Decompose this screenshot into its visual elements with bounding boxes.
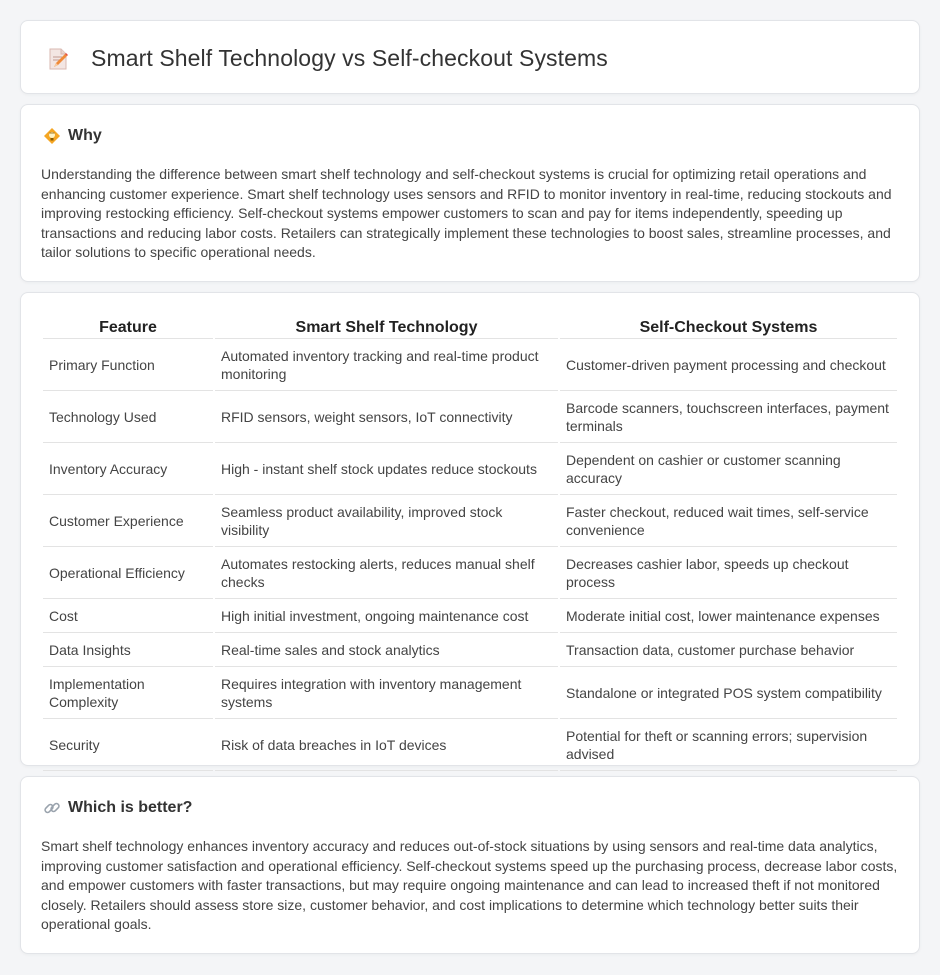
feature-cell: Cost (43, 601, 213, 633)
self-checkout-cell: Moderate initial cost, lower maintenance expenses (560, 601, 897, 633)
comparison-table (41, 315, 899, 773)
smart-shelf-cell: Automated inventory tracking and real-time product monitoring (215, 341, 558, 391)
title-card (20, 20, 920, 94)
column-header-smart-shelf: Smart Shelf Technology (215, 317, 558, 339)
self-checkout-cell: Customer-driven payment processing and checkout (560, 341, 897, 391)
table-row (43, 393, 897, 443)
comparison-card (20, 292, 920, 766)
which-better-paragraph: Smart shelf technology enhances inventory accuracy and reduces out-of-stock situations by using sensors and real-time data analytics, improving customer satisfaction and operational efficiency. Self-checkout systems speed up the purchasing process, decrease labor costs, and empower customers with faster transactions, but may require ongoing maintenance and can lead to increased theft if not monitored closely. Retailers should assess store size, customer behavior, and cost implications to determine which technology better suits their operational goals. (41, 838, 898, 933)
document-pencil-icon (45, 46, 71, 72)
why-paragraph: Understanding the difference between smart shelf technology and self-checkout systems is crucial for optimizing retail operations and enhancing customer experience. Smart shelf technology uses sensors and RFID to monitor inventory in real-time, reducing stockouts and improving restocking efficiency. Self-checkout systems empower customers to scan and pay for items independently, speeding up transactions and reducing labor costs. Retailers can strategically implement these technologies to boost sales, streamline processes, and tailor solutions to specific operational needs. (41, 166, 892, 261)
feature-cell: Implementation Complexity (43, 669, 213, 719)
self-checkout-cell: Transaction data, customer purchase behavior (560, 635, 897, 667)
which-better-card (20, 776, 920, 954)
which-better-heading: Which is better? (68, 799, 193, 816)
table-row (43, 635, 897, 667)
self-checkout-cell: Potential for theft or scanning errors; supervision advised (560, 721, 897, 771)
self-checkout-cell: Barcode scanners, touchscreen interfaces, payment terminals (560, 393, 897, 443)
table-row (43, 669, 897, 719)
smart-shelf-cell: High - instant shelf stock updates reduce stockouts (215, 445, 558, 495)
page-title: Smart Shelf Technology vs Self-checkout Systems (91, 45, 608, 71)
smart-shelf-cell: Automates restocking alerts, reduces manual shelf checks (215, 549, 558, 599)
table-header-row (43, 317, 897, 339)
smart-shelf-cell: Requires integration with inventory management systems (215, 669, 558, 719)
table-row (43, 445, 897, 495)
table-row (43, 721, 897, 771)
feature-cell: Inventory Accuracy (43, 445, 213, 495)
feature-cell: Customer Experience (43, 497, 213, 547)
column-header-feature: Feature (43, 317, 213, 339)
self-checkout-cell: Decreases cashier labor, speeds up checkout process (560, 549, 897, 599)
link-icon (43, 799, 61, 817)
feature-cell: Technology Used (43, 393, 213, 443)
feature-cell: Primary Function (43, 341, 213, 391)
table-row (43, 341, 897, 391)
lightbulb-icon (43, 127, 61, 145)
why-heading: Why (68, 127, 102, 144)
table-row (43, 549, 897, 599)
smart-shelf-cell: Risk of data breaches in IoT devices (215, 721, 558, 771)
self-checkout-cell: Standalone or integrated POS system compatibility (560, 669, 897, 719)
smart-shelf-cell: Seamless product availability, improved stock visibility (215, 497, 558, 547)
smart-shelf-cell: High initial investment, ongoing maintenance cost (215, 601, 558, 633)
smart-shelf-cell: RFID sensors, weight sensors, IoT connectivity (215, 393, 558, 443)
why-card (20, 104, 920, 282)
feature-cell: Operational Efficiency (43, 549, 213, 599)
smart-shelf-cell: Real-time sales and stock analytics (215, 635, 558, 667)
table-row (43, 601, 897, 633)
feature-cell: Data Insights (43, 635, 213, 667)
table-row (43, 497, 897, 547)
self-checkout-cell: Faster checkout, reduced wait times, self-service convenience (560, 497, 897, 547)
self-checkout-cell: Dependent on cashier or customer scanning accuracy (560, 445, 897, 495)
column-header-self-checkout: Self-Checkout Systems (560, 317, 897, 339)
feature-cell: Security (43, 721, 213, 771)
